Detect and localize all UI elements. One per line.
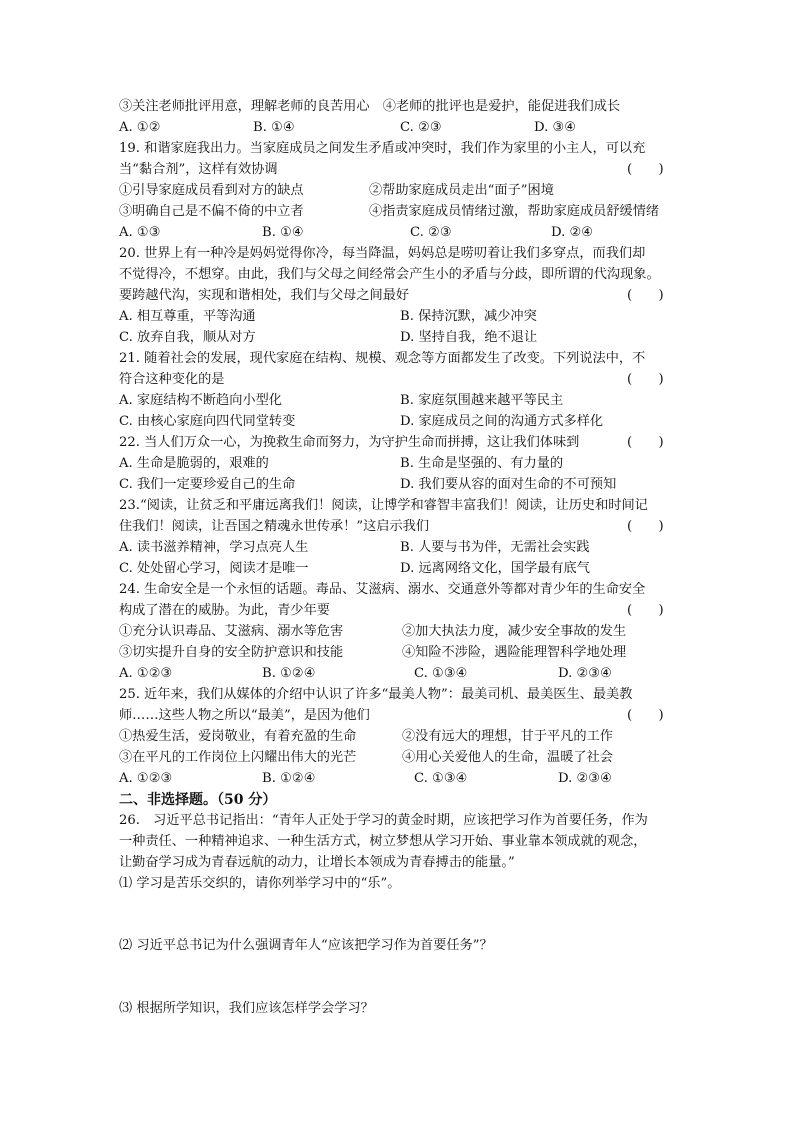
question-25-stem: 25. 近年来，我们从媒体的介绍中认识了许多“最美人物”：最美司机、最美医生、最美教	[119, 687, 633, 702]
statement-item: ④用心关爱他人的生命，温暖了社会	[402, 750, 613, 765]
question-19-stem: 当“黏合剂”，这样有效协调	[119, 162, 278, 177]
answer-option-c: C. ②③	[400, 120, 442, 135]
option-line: ③关注老师批评用意，理解老师的良苦用心 ④老师的批评也是爱护，能促进我们成长	[119, 99, 621, 114]
sub-question-2: ⑵ 习近平总书记为什么强调青年人“应该把学习作为首要任务”？	[119, 938, 493, 953]
answer-option-d: D. 我们要从容的面对生命的不可预知	[400, 477, 617, 492]
answer-option-c: C. ①③④	[414, 666, 468, 681]
answer-option-d: D. ②③④	[558, 666, 612, 681]
question-26-stem: 26. 习近平总书记指出：“青年人正处于学习的黄金时期，应该把学习作为首要任务，作为	[119, 813, 648, 828]
answer-option-a: A. 相互尊重，平等沟通	[119, 309, 256, 324]
statement-item: ②加大执法力度，减少安全事故的发生	[402, 624, 627, 639]
sub-question-3: ⑶ 根据所学知识，我们应该怎样学会学习？	[119, 1001, 374, 1016]
statement-item: ①充分认识毒品、艾滋病、溺水等危害	[119, 624, 344, 639]
statement-item: ②帮助家庭成员走出“面子”困境	[369, 183, 554, 198]
answer-option-c: C. ②③	[410, 225, 452, 240]
answer-blank: ( )	[627, 708, 664, 723]
question-20-stem: 不觉得冷，不想穿。由此，我们与父母之间经常会产生小的矛盾与分歧，即所谓的代沟现象。	[119, 267, 660, 282]
answer-option-c: C. 我们一定要珍爱自己的生命	[119, 477, 296, 492]
sub-question-1: ⑴ 学习是苦乐交织的，请你列举学习中的“乐”。	[119, 876, 401, 891]
answer-option-d: D. 坚持自我，绝不退让	[400, 330, 538, 345]
answer-option-a: A. 家庭结构不断趋向小型化	[119, 393, 282, 408]
question-20-stem: 20. 世界上有一种冷是妈妈觉得你冷，每当降温，妈妈总是唠叨着让我们多穿点，而我们却	[119, 246, 646, 261]
answer-option-a: A. 生命是脆弱的，艰难的	[119, 456, 269, 471]
statement-item: ④指责家庭成员情绪过激，帮助家庭成员舒缓情绪	[369, 204, 660, 219]
answer-option-b: B. 生命是坚强的、有力量的	[400, 456, 564, 471]
question-24-stem: 24. 生命安全是一个永恒的话题。毒品、艾滋病、溺水、交通意外等都对青少年的生命安全	[119, 582, 646, 597]
answer-blank: ( )	[627, 288, 664, 303]
answer-option-b: B. 家庭氛围越来越平等民主	[400, 393, 564, 408]
answer-option-b: B. ①④	[262, 225, 304, 240]
answer-option-d: D. ③④	[534, 120, 577, 135]
answer-option-a: A. ①②③	[119, 666, 173, 681]
answer-option-d: D. 远离网络文化，国学最有底气	[400, 561, 590, 576]
question-21-stem: 21. 随着社会的发展，现代家庭在结构、规模、观念等方面都发生了改变。下列说法中，不	[119, 351, 646, 366]
statement-item: ③切实提升自身的安全防护意识和技能	[119, 645, 344, 660]
statement-item: ①热爱生活，爱岗敬业，有着充盈的生命	[119, 729, 357, 744]
answer-option-a: A. ①②	[119, 120, 161, 135]
answer-blank: ( )	[627, 435, 664, 450]
answer-option-c: C. 由核心家庭向四代同堂转变	[119, 414, 296, 429]
statement-item: ①引导家庭成员看到对方的缺点	[119, 183, 304, 198]
question-23-stem: 住我们！阅读，让吾国之精魂永世传承！”这启示我们	[119, 519, 430, 534]
answer-option-a: A. 读书滋养精神，学习点亮人生	[119, 540, 309, 555]
statement-item: ④知险不涉险，遇险能理智科学地处理	[402, 645, 627, 660]
question-25-stem: 师……这些人物之所以“最美”，是因为他们	[119, 708, 370, 723]
answer-blank: ( )	[627, 603, 664, 618]
statement-item: ③在平凡的工作岗位上闪耀出伟大的光芒	[119, 750, 357, 765]
statement-item: ②没有远大的理想，甘于平凡的工作	[402, 729, 613, 744]
answer-option-a: A. ①③	[119, 225, 161, 240]
answer-option-d: D. 家庭成员之间的沟通方式多样化	[400, 414, 604, 429]
answer-option-c: C. 处处留心学习，阅读才是唯一	[119, 561, 309, 576]
answer-option-c: C. 放弃自我，顺从对方	[119, 330, 256, 345]
answer-blank: ( )	[627, 519, 664, 534]
question-19-stem: 19. 和谐家庭我出力。当家庭成员之间发生矛盾或冲突时，我们作为家里的小主人，可以充	[119, 141, 646, 156]
question-23-stem: 23.“阅读，让贫乏和平庸远离我们！阅读，让博学和睿智丰富我们！阅读，让历史和时间记	[119, 498, 648, 513]
statement-item: ③明确自己是不偏不倚的中立者	[119, 204, 304, 219]
question-24-stem: 构成了潜在的威胁。为此，青少年要	[119, 603, 330, 618]
question-20-stem: 要跨越代沟，实现和谐相处，我们与父母之间最好	[119, 288, 410, 303]
question-21-stem: 符合这种变化的是	[119, 372, 225, 387]
answer-blank: ( )	[627, 162, 664, 177]
question-26-stem: 让勤奋学习成为青春远航的动力，让增长本领成为青春搏击的能量。”	[119, 855, 515, 870]
answer-option-c: C. ①③④	[414, 771, 468, 786]
answer-option-b: B. 保持沉默，减少冲突	[400, 309, 537, 324]
answer-blank: ( )	[627, 372, 664, 387]
answer-option-d: D. ②③④	[558, 771, 612, 786]
question-22-stem: 22. 当人们万众一心，为挽救生命而努力，为守护生命而拼搏，这让我们体味到	[119, 435, 580, 450]
answer-option-d: D. ②④	[551, 225, 594, 240]
question-26-stem: 一种责任、一种精神追求、一种生活方式，树立梦想从学习开始、事业靠本领成就的观念，	[119, 834, 647, 849]
answer-option-a: A. ①②③	[119, 771, 173, 786]
answer-option-b: B. ①②④	[262, 771, 316, 786]
section-heading: 二、非选择题。（50 分）	[119, 792, 277, 808]
answer-option-b: B. ①④	[253, 120, 295, 135]
answer-option-b: B. ①②④	[262, 666, 316, 681]
answer-option-b: B. 人要与书为伴，无需社会实践	[400, 540, 590, 555]
